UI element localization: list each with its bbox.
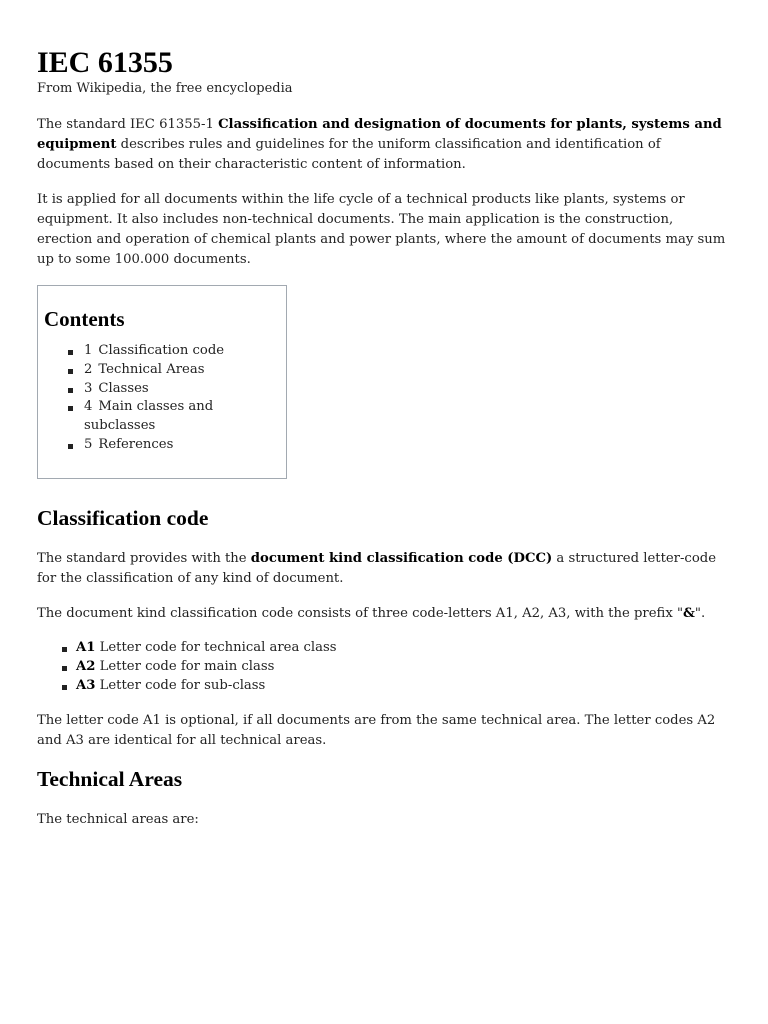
toc-heading: Contents	[44, 307, 125, 331]
table-of-contents	[37, 285, 287, 479]
section-heading-classification-code: Classification code	[37, 506, 209, 530]
section-heading-technical-areas: Technical Areas	[37, 767, 183, 792]
toc-item-main-classes[interactable]: 4 Main classes and subclasses	[44, 398, 280, 436]
intro-paragraph-1: The standard IEC 61355-1 Classification and designation of documents for plants, systems and equipment describes rules and guidelines for the uniform classification and identification of documents based on their characteristic content of information.	[37, 117, 722, 172]
dcc-term: document kind classification code (DCC)	[250, 551, 553, 566]
page-title: IEC 61355	[37, 46, 173, 79]
technical-paragraph-1: The technical areas are:	[37, 812, 199, 828]
classification-paragraph-3: The letter code A1 is optional, if all documents are from the same technical area. The letter codes A2 and A3 are identical for all technical areas.	[37, 713, 716, 749]
standard-title: Classification and designation of documents for plants, systems and equipment	[37, 117, 722, 152]
toc-item-classes[interactable]: 3 Classes	[44, 380, 280, 399]
site-tagline: From Wikipedia, the free encyclopedia	[37, 81, 293, 96]
toc-item-references[interactable]: 5 References	[44, 436, 280, 455]
toc-item-technical-areas[interactable]: 2 Technical Areas	[44, 361, 280, 380]
classification-paragraph-1: The standard provides with the document kind classification code (DCC) a structured letter-code for the classification of any kind of document.	[37, 551, 717, 586]
toc-list	[44, 342, 280, 455]
prefix-symbol: &	[683, 606, 695, 621]
list-item: A2 Letter code for main class	[37, 658, 732, 677]
list-item: A3 Letter code for sub-class	[37, 677, 732, 696]
code-letter-list	[37, 639, 732, 695]
list-item: A1 Letter code for technical area class	[37, 639, 732, 658]
classification-paragraph-2: The document kind classification code consists of three code-letters A1, A2, A3, with the prefix "&".	[37, 606, 706, 621]
toc-item-classification-code[interactable]: 1 Classification code	[44, 342, 280, 361]
intro-paragraph-2: It is applied for all documents within the life cycle of a technical products like plants, systems or equipment. It also includes non-technical documents. The main application is the construction, erection and operation of chemical plants and power plants, where the amount of documents may sum up to some 100.000 documents.	[37, 192, 726, 267]
